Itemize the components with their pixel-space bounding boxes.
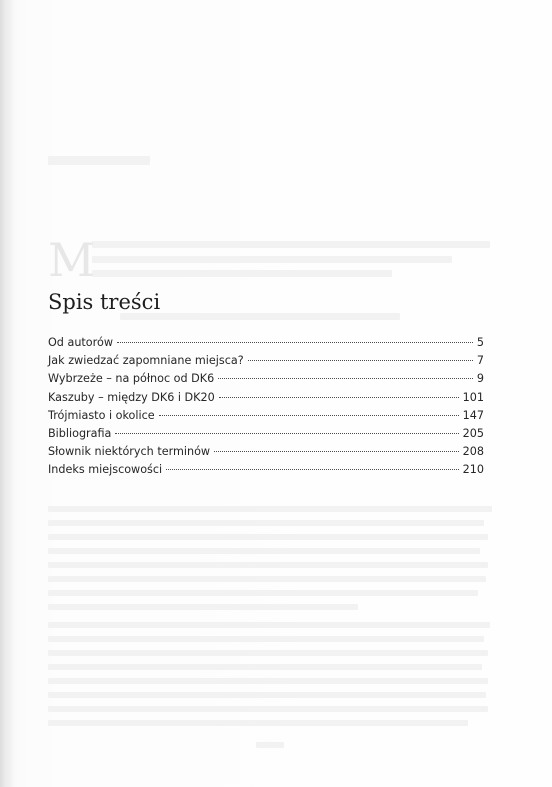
toc-list (48, 334, 484, 480)
toc-entry (48, 334, 484, 352)
toc-entry-page-number: 205 (462, 426, 484, 440)
dot-leader (219, 397, 459, 398)
toc-entry-title: Trójmiasto i okolice (48, 408, 155, 422)
dot-leader (115, 433, 458, 434)
toc-entry-title: Kaszuby – między DK6 i DK20 (48, 390, 215, 404)
dot-leader (214, 451, 459, 452)
toc-entry-title: Wybrzeże – na północ od DK6 (48, 372, 215, 386)
toc-entry (48, 407, 484, 425)
toc-entry (48, 425, 484, 443)
toc-entry (48, 461, 484, 479)
page-gutter-shadow (0, 0, 14, 787)
toc-entry-page-number: 101 (462, 390, 484, 404)
dot-leader (166, 469, 458, 470)
toc-entry-page-number: 7 (476, 354, 484, 368)
dot-leader (159, 415, 459, 416)
toc-entry-page-number: 9 (476, 372, 484, 386)
toc-entry (48, 352, 484, 370)
dot-leader (218, 378, 473, 379)
toc-entry-page-number: 208 (462, 445, 484, 459)
toc-entry (48, 389, 484, 407)
dot-leader (117, 342, 473, 343)
toc-entry-page-number: 210 (462, 463, 484, 477)
book-page: M Spis treści Od autorów 5 Jak zwiedzać zapomniane miejsca? 7 Wybrzeże – na północ od DK6 9 Kaszuby – między DK6 i DK20 101 Trójmiasto i okolice 147 Bibliografia 205 Słownik niektórych terminów 208 Indeks miejscowości 210 (0, 0, 552, 787)
toc-entry-title: Od autorów (48, 336, 113, 349)
toc-entry-title: Jak zwiedzać zapomniane miejsca? (48, 354, 244, 368)
toc-entry (48, 370, 484, 388)
toc-entry (48, 443, 484, 461)
toc-entry-page-number: 5 (476, 336, 484, 349)
toc-entry-title: Słownik niektórych terminów (48, 445, 211, 459)
toc-heading: Spis treści (48, 290, 161, 314)
toc-entry-title: Bibliografia (48, 426, 112, 440)
dot-leader (248, 360, 473, 361)
toc-entry-title: Indeks miejscowości (48, 463, 163, 477)
toc-entry-page-number: 147 (462, 408, 484, 422)
